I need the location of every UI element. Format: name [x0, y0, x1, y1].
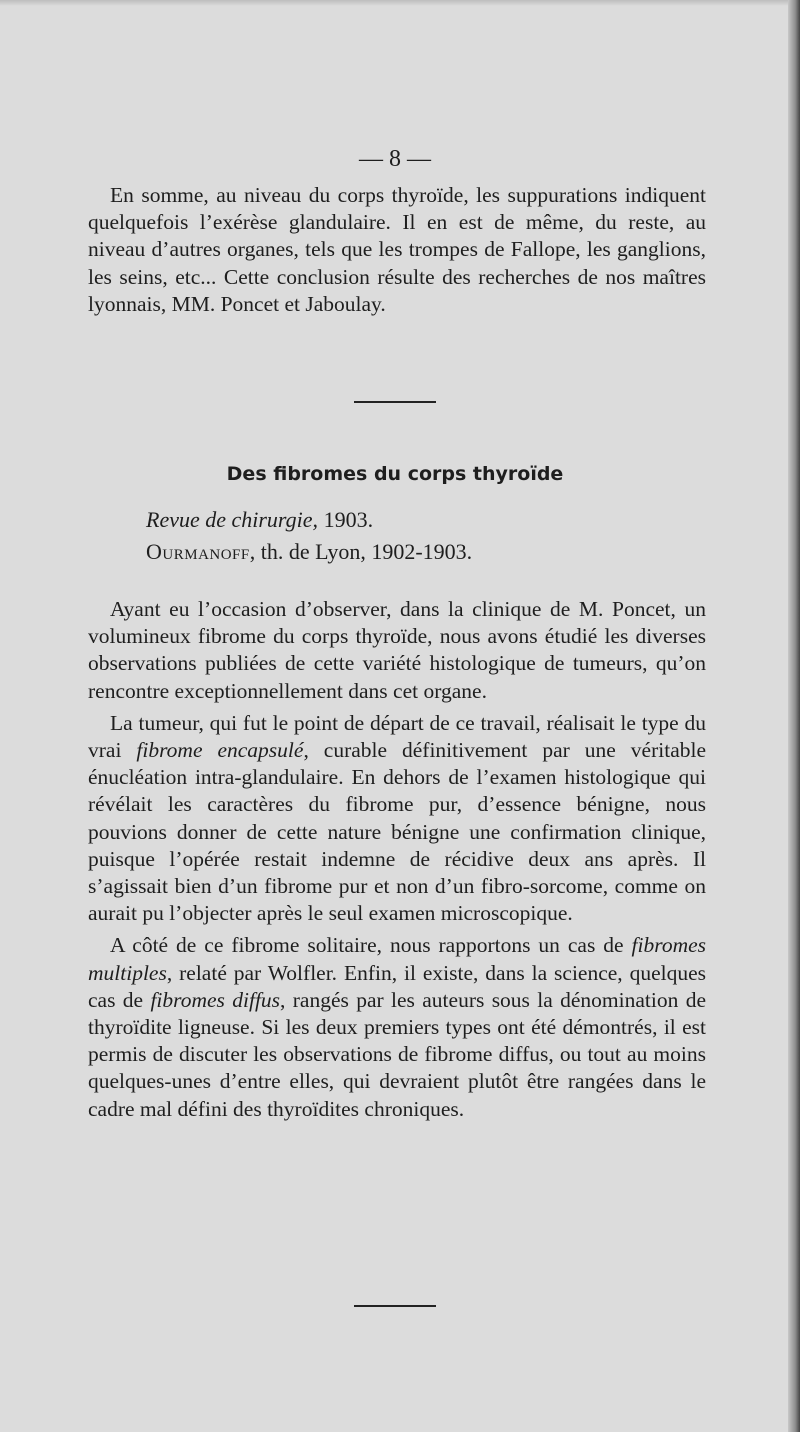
page-binding-shadow — [788, 0, 800, 1432]
section-divider-bottom — [354, 1305, 436, 1307]
paragraph-2 — [88, 710, 706, 928]
paragraph-3-part-c: , rangés par les auteurs sous la dénomination de thyroïdite ligneuse. Si les deux premiers types ont été démontrés, il est permis de discuter les observations de fibrome diffus, ou tout au moins quelques-unes d’entre elles, qui devraient plutôt être rangées dans le cadre mal défini des thyroïdites chroniques. — [88, 987, 706, 1121]
reference-journal-title: Revue de chirurgie, — [146, 507, 319, 532]
paragraph-3 — [88, 932, 706, 1122]
reference-thesis-details: , th. de Lyon, 1902-1903. — [249, 539, 473, 564]
reference-journal-year: 1903. — [318, 507, 374, 532]
intro-paragraph: En somme, au niveau du corps thyroïde, les suppurations indiquent quelquefois l’exérèse glandulaire. Il en est de même, du reste, au niveau d’autres organes, tels que les trompes de Fallope, les ganglions, les seins, etc... Cette conclusion résulte des recherches de nos maîtres lyonnais, MM. Poncet et Jaboulay. — [88, 183, 706, 316]
paragraph-3-emphasis-1: fibromes multiples — [88, 933, 706, 985]
intro-block — [88, 182, 706, 318]
section-divider-top — [354, 401, 436, 403]
reference-author: Ourmanoff — [146, 539, 250, 564]
paragraph-3-part-b: , relaté par Wolfler. Enfin, il existe, dans la science, quelques cas de — [88, 960, 706, 1012]
paragraph-3-emphasis-2: fibromes diffus — [150, 987, 281, 1012]
paragraph-2-part-b: , curable définitivement par une véritable énucléation intra-glandulaire. En dehors de l’examen histologique qui révélait les caractères du fibrome pur, d’essence bénigne, nous pouvions donner de cette nature bénigne une confirmation clinique, puisque l’opérée restait indemne de récidive deux ans après. Il s’agissait bien d’un fibrome pur et non d’un fibro-sorcome, comme on aurait pu l’objecter après le seul examen microscopique. — [88, 738, 706, 926]
paragraph-3-part-a: A côté de ce fibrome solitaire, nous rapportons un cas de — [110, 933, 632, 958]
reference-journal — [146, 507, 373, 533]
page-number: — 8 — — [359, 146, 431, 172]
paragraph-2-emphasis: fibrome encapsulé — [136, 738, 304, 763]
body-text — [88, 596, 706, 1123]
paragraph-2-part-a: La tumeur, qui fut le point de départ de ce travail, réalisait le type du vrai — [88, 710, 706, 763]
section-heading: Des fibromes du corps thyroïde — [226, 463, 564, 485]
paragraph-1: Ayant eu l’occasion d’observer, dans la clinique de M. Poncet, un volumineux fibrome du corps thyroïde, nous avons étudié les diverses observations publiées de cette variété histologique de tumeurs, qu’on rencontre exceptionnellement dans cet organe. — [88, 597, 706, 703]
page-top-shadow — [0, 0, 800, 6]
reference-thesis — [146, 539, 472, 565]
